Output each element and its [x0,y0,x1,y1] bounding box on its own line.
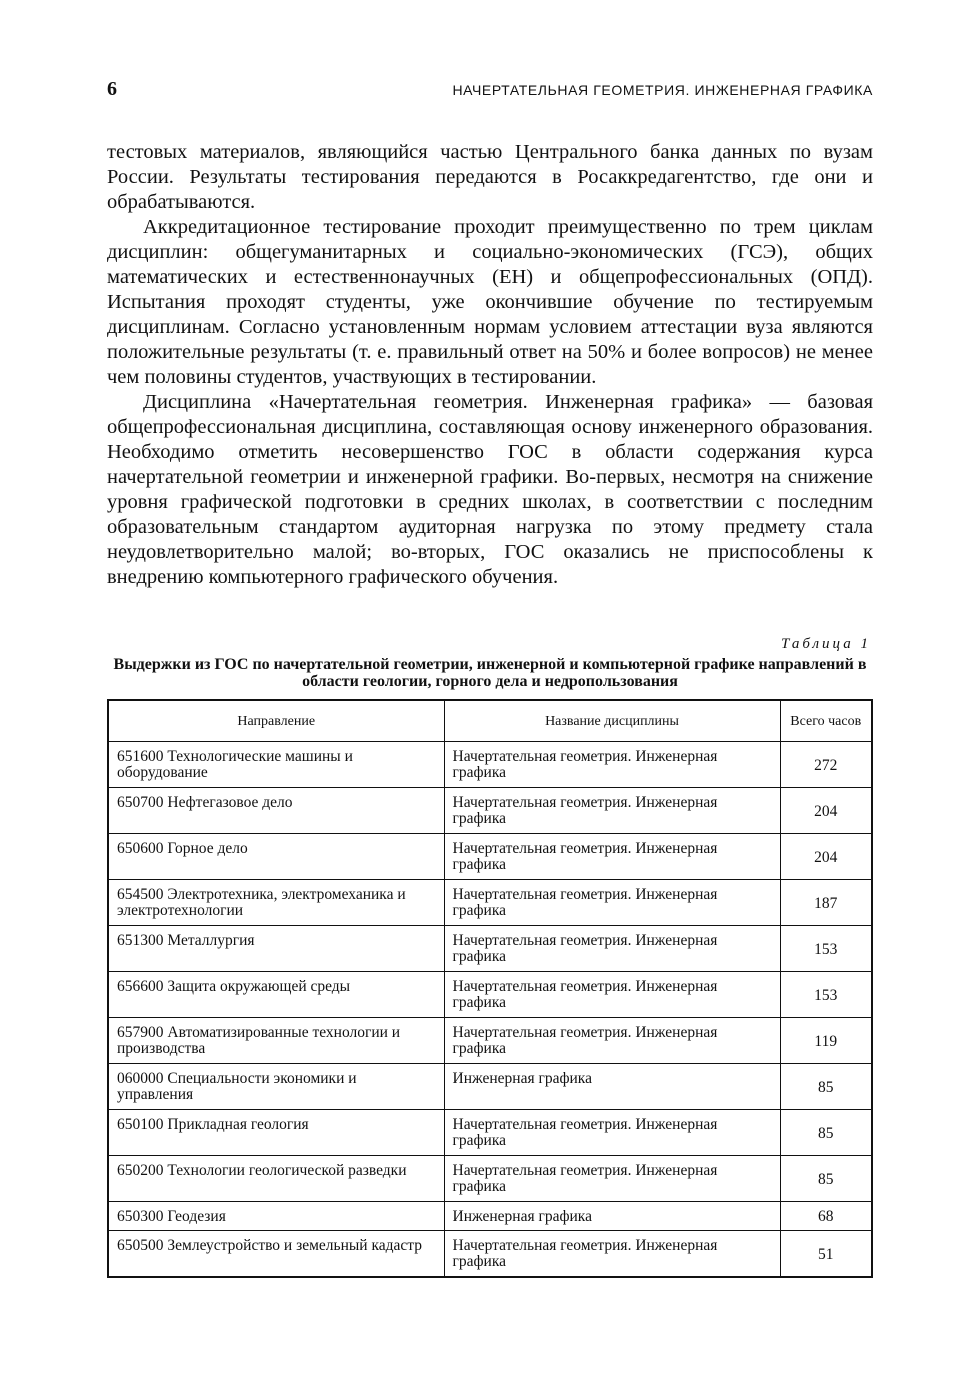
cell-hours: 119 [780,1018,872,1064]
running-head: НАЧЕРТАТЕЛЬНАЯ ГЕОМЕТРИЯ. ИНЖЕНЕРНАЯ ГРАФИКА [452,82,873,98]
header-hours: Всего часов [780,700,872,742]
table-row [108,742,872,788]
table-row [108,1064,872,1110]
cell-direction: 650600 Горное дело [108,834,444,880]
cell-direction: 654500 Электротехника, электромеханика и электротехнологии [108,880,444,926]
cell-discipline: Начертательная геометрия. Инженерная графика [444,880,780,926]
cell-hours: 187 [780,880,872,926]
cell-direction: 656600 Защита окружающей среды [108,972,444,1018]
table-row [108,1231,872,1278]
table-row [108,972,872,1018]
header-direction: Направление [108,700,444,742]
cell-hours: 204 [780,788,872,834]
table-row [108,1018,872,1064]
table-row [108,788,872,834]
table-row [108,1156,872,1202]
table-row [108,834,872,880]
cell-discipline: Начертательная геометрия. Инженерная графика [444,742,780,788]
cell-hours: 51 [780,1231,872,1278]
cell-discipline: Начертательная геометрия. Инженерная графика [444,926,780,972]
cell-direction: 650100 Прикладная геология [108,1110,444,1156]
cell-hours: 153 [780,972,872,1018]
table-label: Таблица 1 [781,636,871,652]
cell-hours: 204 [780,834,872,880]
header-discipline: Название дисциплины [444,700,780,742]
cell-direction: 651600 Технологические машины и оборудование [108,742,444,788]
cell-direction: 650300 Геодезия [108,1202,444,1231]
cell-direction: 650200 Технологии геологической разведки [108,1156,444,1202]
cell-direction: 650500 Землеустройство и земельный кадастр [108,1231,444,1278]
cell-hours: 68 [780,1202,872,1231]
table-title: Выдержки из ГОС по начертательной геометрии, инженерной и компьютерной графике направлений в области геологии, горного дела и недропользования [113,656,867,690]
table-row [108,926,872,972]
paragraph: Аккредитационное тестирование проходит преимущественно по трем циклам дисциплин: общегуманитарных и социально-экономических (ГСЭ), общих математических и естественнонаучных (ЕН) и общепрофессиональных (ОПД). Испытания проходят студенты, уже окончившие обучение по тестируемым дисциплинам. Согласно установленным нормам условием аттестации вуза являются положительные результаты (т. е. правильный ответ на 50% и более вопросов) не менее чем половины студентов, участвующих в тестировании. [107,216,873,388]
cell-direction: 060000 Специальности экономики и управления [108,1064,444,1110]
table-header-row [108,700,872,742]
cell-discipline: Начертательная геометрия. Инженерная графика [444,834,780,880]
table-row [108,1202,872,1231]
cell-hours: 85 [780,1064,872,1110]
paragraph: Дисциплина «Начертательная геометрия. Инженерная графика» — базовая общепрофессиональная дисциплина, составляющая основу инженерного образования. Необходимо отметить несовершенство ГОС в области содержания курса начертательной геометрии и инженерной графики. Во-первых, несмотря на снижение уровня графической подготовки в средних школах, в соответствии с последним образовательным стандартом аудиторная нагрузка по этому предмету стала неудовлетворительно малой; во-вторых, ГОС оказались не приспособлены к внедрению компьютерного графического обучения. [107,391,873,588]
cell-discipline: Начертательная геометрия. Инженерная графика [444,788,780,834]
paragraph: тестовых материалов, являющийся частью Центрального банка данных по вузам России. Результаты тестирования передаются в Росаккредагентство, где они и обрабатываются. [107,141,873,213]
body-text [107,140,873,590]
page-number: 6 [107,78,117,100]
cell-hours: 85 [780,1110,872,1156]
cell-direction: 650700 Нефтегазовое дело [108,788,444,834]
cell-hours: 272 [780,742,872,788]
cell-hours: 85 [780,1156,872,1202]
cell-discipline: Инженерная графика [444,1202,780,1231]
cell-direction: 657900 Автоматизированные технологии и производства [108,1018,444,1064]
table-row [108,1110,872,1156]
table-row [108,880,872,926]
cell-discipline: Начертательная геометрия. Инженерная графика [444,972,780,1018]
cell-discipline: Начертательная геометрия. Инженерная графика [444,1231,780,1278]
cell-discipline: Начертательная геометрия. Инженерная графика [444,1018,780,1064]
cell-discipline: Начертательная геометрия. Инженерная графика [444,1110,780,1156]
cell-discipline: Инженерная графика [444,1064,780,1110]
cell-discipline: Начертательная геометрия. Инженерная графика [444,1156,780,1202]
cell-hours: 153 [780,926,872,972]
hours-table [107,699,873,1278]
cell-direction: 651300 Металлургия [108,926,444,972]
